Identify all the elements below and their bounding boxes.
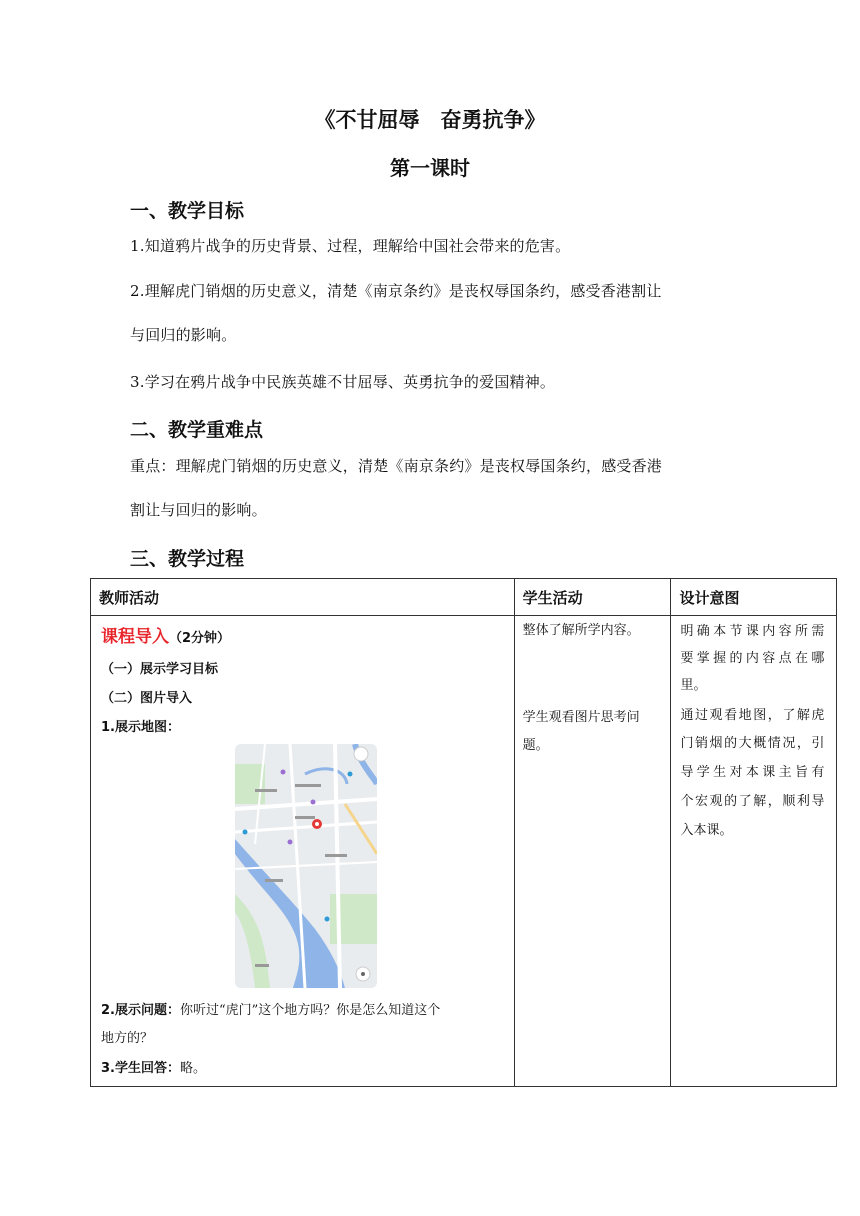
header-student: 学生活动 bbox=[514, 579, 671, 616]
key-point-line: 割让与回归的影响。 bbox=[130, 501, 267, 519]
section-heading-key-points: 二、教学重难点 bbox=[130, 419, 264, 441]
intent-line: 门销烟的大概情况，引 bbox=[680, 736, 825, 751]
intro-time: （2分钟） bbox=[169, 631, 231, 646]
map-image bbox=[235, 744, 377, 988]
lesson-table bbox=[90, 578, 837, 1087]
document-title: 《不甘屈辱 奋勇抗争》 bbox=[314, 108, 546, 132]
table-header-row bbox=[91, 579, 837, 616]
step2-label: 2.展示问题： bbox=[101, 1003, 180, 1018]
document-subtitle: 第一课时 bbox=[390, 156, 470, 180]
student-line: 整体了解所学内容。 bbox=[522, 623, 640, 638]
student-line: 学生观看图片思考问 bbox=[522, 710, 640, 725]
section-heading-process: 三、教学过程 bbox=[130, 548, 245, 570]
header-teacher: 教师活动 bbox=[91, 579, 515, 616]
header-intent: 设计意图 bbox=[671, 579, 837, 616]
student-cell bbox=[514, 616, 671, 1087]
intent-line: 要掌握的内容点在哪 bbox=[680, 651, 825, 666]
intent-line: 导学生对本课主旨有 bbox=[680, 765, 825, 780]
student-line: 题。 bbox=[522, 738, 549, 753]
objective-line: 1.知道鸦片战争的历史背景、过程，理解给中国社会带来的危害。 bbox=[130, 237, 571, 255]
table-row bbox=[91, 616, 837, 1087]
teacher-cell bbox=[91, 616, 515, 1087]
step-show-map: 1.展示地图： bbox=[101, 720, 180, 735]
step3-label: 3.学生回答： bbox=[101, 1061, 180, 1076]
objective-line: 3.学习在鸦片战争中民族英雄不甘屈辱、英勇抗争的爱国精神。 bbox=[130, 373, 556, 391]
item-picture: （二）图片导入 bbox=[101, 691, 193, 706]
key-point-line: 重点：理解虎门销烟的历史意义，清楚《南京条约》是丧权辱国条约，感受香港 bbox=[130, 457, 663, 475]
intent-line: 明确本节课内容所需 bbox=[680, 624, 825, 639]
intent-line: 入本课。 bbox=[680, 823, 733, 838]
intent-line: 通过观看地图，了解虎 bbox=[680, 708, 825, 723]
intent-cell bbox=[671, 616, 837, 1087]
item-objectives: （一）展示学习目标 bbox=[101, 662, 219, 677]
map-illustration bbox=[235, 744, 377, 988]
intro-title: 课程导入 bbox=[101, 627, 169, 647]
intent-line: 个宏观的了解，顺利导 bbox=[680, 794, 825, 809]
step3-text: 略。 bbox=[179, 1061, 206, 1076]
step2-text: 你听过“虎门”这个地方吗？你是怎么知道这个 bbox=[179, 1003, 441, 1018]
step2-text-cont: 地方的？ bbox=[101, 1031, 154, 1046]
intent-line: 里。 bbox=[680, 678, 707, 693]
objective-line: 2.理解虎门销烟的历史意义，清楚《南京条约》是丧权辱国条约，感受香港割让 bbox=[130, 282, 662, 300]
objective-line: 与回归的影响。 bbox=[130, 326, 237, 344]
section-heading-objectives: 一、教学目标 bbox=[130, 200, 245, 222]
